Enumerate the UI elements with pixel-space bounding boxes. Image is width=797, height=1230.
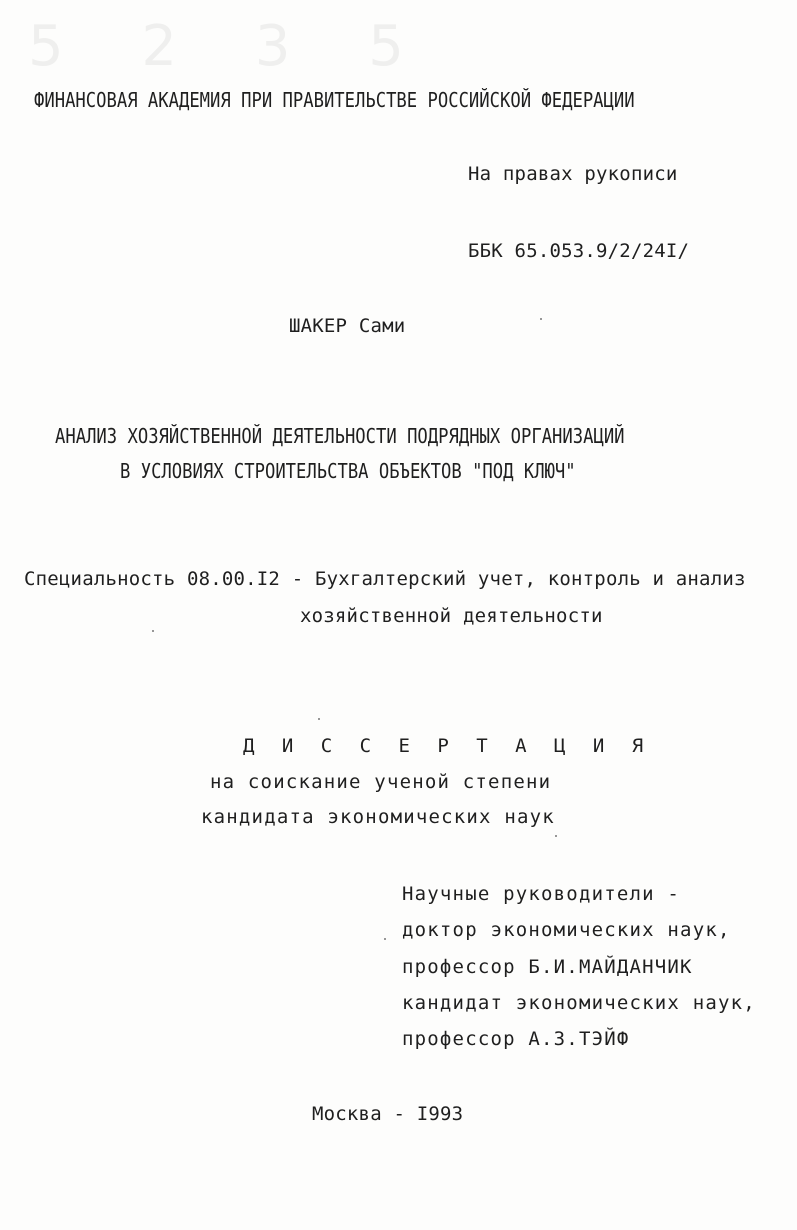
scan-speck <box>384 938 386 940</box>
specialty-line-2: хозяйственной деятельности <box>300 605 603 627</box>
place-and-year: Москва - I993 <box>312 1103 464 1125</box>
dissertation-title-line-2: В УСЛОВИЯХ СТРОИТЕЛЬСТВА ОБЪЕКТОВ "ПОД КЛЮЧ" <box>120 459 576 483</box>
manuscript-note: На правах рукописи <box>468 163 678 185</box>
author-name: ШАКЕР Сами <box>289 315 406 337</box>
work-type-line-2: кандидата экономических наук <box>201 806 555 828</box>
dissertation-title-line-1: АНАЛИЗ ХОЗЯЙСТВЕННОЙ ДЕЯТЕЛЬНОСТИ ПОДРЯДНЫХ ОРГАНИЗАЦИЙ <box>55 424 625 448</box>
scan-speck <box>152 630 154 632</box>
classification-code: ББК 65.053.9/2/24I/ <box>468 240 690 262</box>
scan-speck <box>540 318 542 320</box>
scan-speck <box>318 718 320 720</box>
supervisor-2-name: профессор А.З.ТЭЙФ <box>402 1028 630 1050</box>
specialty-line-1: Специальность 08.00.I2 - Бухгалтерский учет, контроль и анализ <box>24 568 746 590</box>
scan-speck <box>555 835 557 837</box>
work-type-heading: Д И С С Е Р Т А Ц И Я <box>243 735 652 757</box>
supervisor-1-degree: доктор экономических наук, <box>402 919 731 941</box>
supervisor-2-degree: кандидат экономических наук, <box>402 992 756 1014</box>
supervisors-heading: Научные руководители - <box>402 883 681 905</box>
institution-name: ФИНАНСОВАЯ АКАДЕМИЯ ПРИ ПРАВИТЕЛЬСТВЕ РОССИЙСКОЙ ФЕДЕРАЦИИ <box>34 88 635 112</box>
faded-handwritten-mark: 5 2 3 5 <box>28 14 434 79</box>
work-type-line-1: на соискание ученой степени <box>210 771 552 793</box>
supervisor-1-name: профессор Б.И.МАЙДАНЧИК <box>402 956 693 978</box>
